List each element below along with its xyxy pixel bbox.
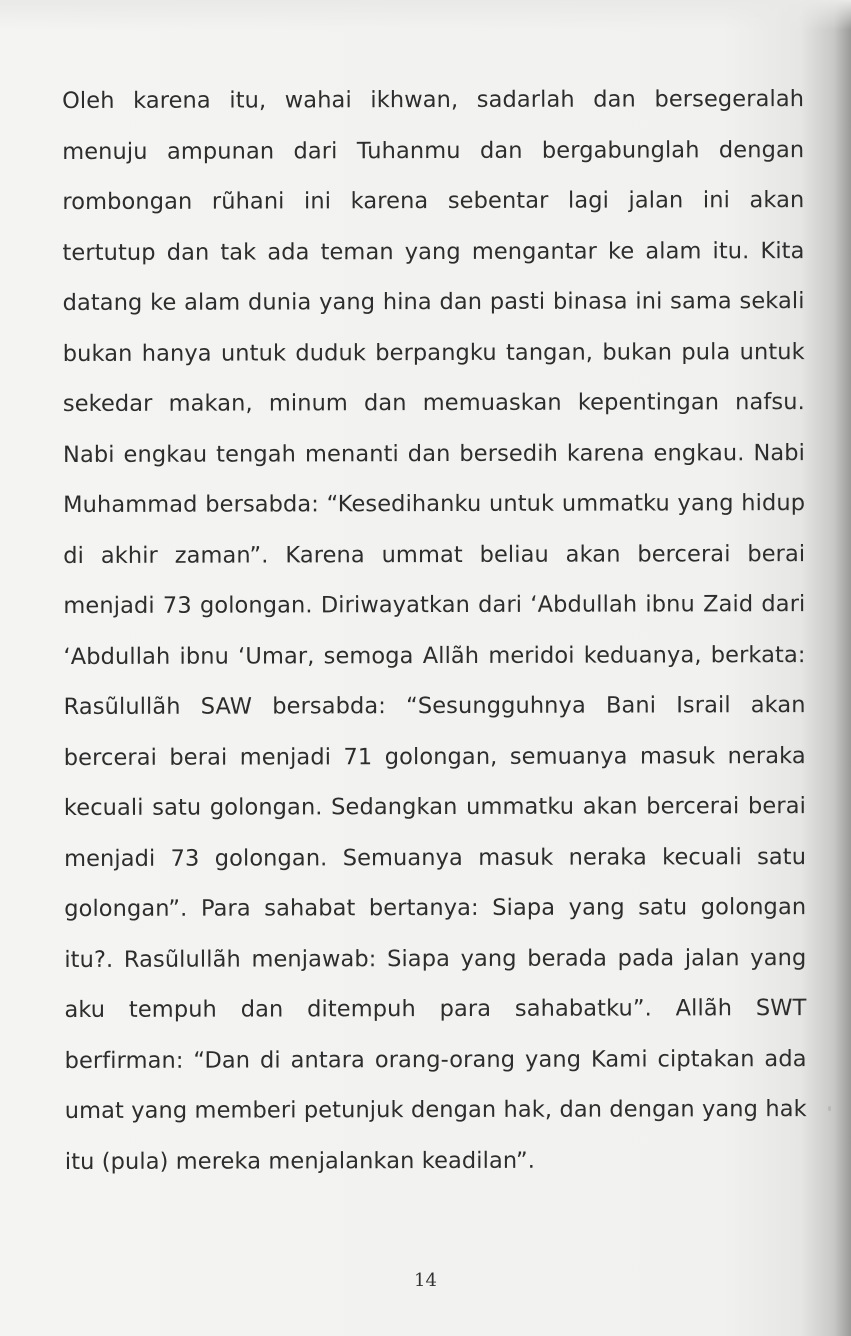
page-top-shadow xyxy=(0,0,851,30)
body-paragraph: Oleh karena itu, wahai ikhwan, sadarlah dan bersegeralah menuju ampunan dari Tuhanmu dan bergabunglah dengan rombongan rũhani ini karena sebentar lagi jalan ini akan tertutup dan tak ada teman yang mengantar ke alam itu. Kita datang ke alam dunia yang hina dan pasti binasa ini sama sekali bukan hanya untuk duduk berpangku tangan, bukan pula untuk sekedar makan, minum dan memuaskan kepentingan nafsu. Nabi engkau tengah menanti dan bersedih karena engkau. Nabi Muhammad bersabda: “Kesedihanku untuk ummatku yang hidup di akhir zaman”. Karena ummat beliau akan bercerai berai menjadi 73 golongan. Diriwayatkan dari ‘Abdullah ibnu Zaid dari ‘Abdullah ibnu ‘Umar, semoga Allãh meridoi keduanya, berkata: Rasũlullãh SAW bersabda: “Sesungguhnya Bani Israil akan bercerai berai menjadi 71 golongan, semuanya masuk neraka kecuali satu golongan. Sedangkan ummatku akan bercerai berai menjadi 73 golongan. Semuanya masuk neraka kecuali satu golongan”. Para sahabat bertanya: Siapa yang satu golongan itu?. Rasũlullãh menjawab: Siapa yang berada pada jalan yang aku tempuh dan ditempuh para sahabatku”. Allãh SWT berfirman: “Dan di antara orang-orang yang Kami ciptakan ada umat yang memberi petunjuk dengan hak, dan dengan yang hak itu (pula) mereka menjalankan keadilan”. xyxy=(62,86,807,1175)
page-number: 14 xyxy=(414,1270,437,1291)
paper-speck xyxy=(828,1106,831,1111)
